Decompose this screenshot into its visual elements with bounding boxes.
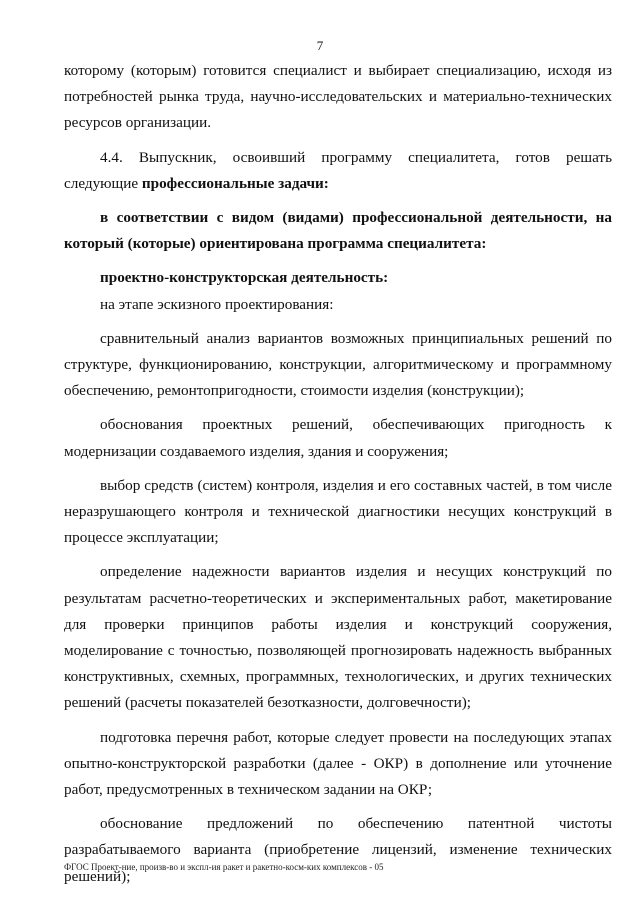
paragraph-4-4-text: 4.4. Выпускник, освоивший программу специалитета, готов решать следующие — [64, 148, 612, 192]
paragraph-justification: обоснования проектных решений, обеспечивающих пригодность к модернизации создаваемого изделия, здания и сооружения; — [64, 416, 612, 460]
paragraph-continuation: которому (которым) готовится специалист и выбирает специализацию, исходя из потребностей рынка труда, научно-исследовательских и материально-технических ресурсов организации. — [64, 62, 612, 132]
paragraph-4-4 — [64, 145, 612, 197]
paragraph-reliability: определение надежности вариантов изделия и несущих конструкций по результатам расчетно-теоретических и экспериментальных работ, макетирование для проверки принципов работы изделия и конструкций сооружения, моделирование с точностью, позволяющей прогнозировать надежность выбранных конструктивных, схемных, программных, технологических, и других технических решений (расчеты показателей безотказности, долговечности); — [64, 563, 612, 712]
paragraph-comparative-analysis: сравнительный анализ вариантов возможных принципиальных решений по структуре, функционированию, конструкции, алгоритмическому и программному обеспечению, ремонтопригодности, стоимости изделия (конструкции); — [64, 329, 612, 400]
document-body — [64, 58, 612, 890]
design-activity-heading-text: проектно-конструкторская деятельность: — [100, 269, 389, 287]
professional-tasks-heading: профессиональные задачи: — [141, 174, 329, 192]
paragraph-work-list: подготовка перечня работ, которые следует провести на последующих этапах опытно-конструкторской разработки (далее - ОКР) в дополнение или уточнение работ, предусмотренных в техническом задании на ОКР; — [64, 728, 612, 799]
page-number: 7 — [316, 38, 324, 53]
paragraph-patent: обоснование предложений по обеспечению патентной чистоты разрабатываемого варианта (приобретение лицензий, изменение технических решений); — [64, 815, 612, 885]
activity-type-heading — [64, 205, 612, 257]
page-footer: ФГОС Проект-ние, произв-во и экспл-ия ракет и ракетно-косм-ких комплексов - 05 — [64, 862, 384, 872]
design-activity-heading — [64, 265, 612, 291]
paragraph-sketch-stage: на этапе эскизного проектирования: — [100, 295, 334, 313]
paragraph-control-selection: выбор средств (систем) контроля, изделия и его составных частей, в том числе неразрушающего контроля и технической диагностики несущих конструкций в процессе эксплуатации; — [64, 476, 612, 547]
activity-type-heading-text: в соответствии с видом (видами) профессиональной деятельности, на который (которые) ориентирована программа специалитета: — [64, 209, 612, 253]
